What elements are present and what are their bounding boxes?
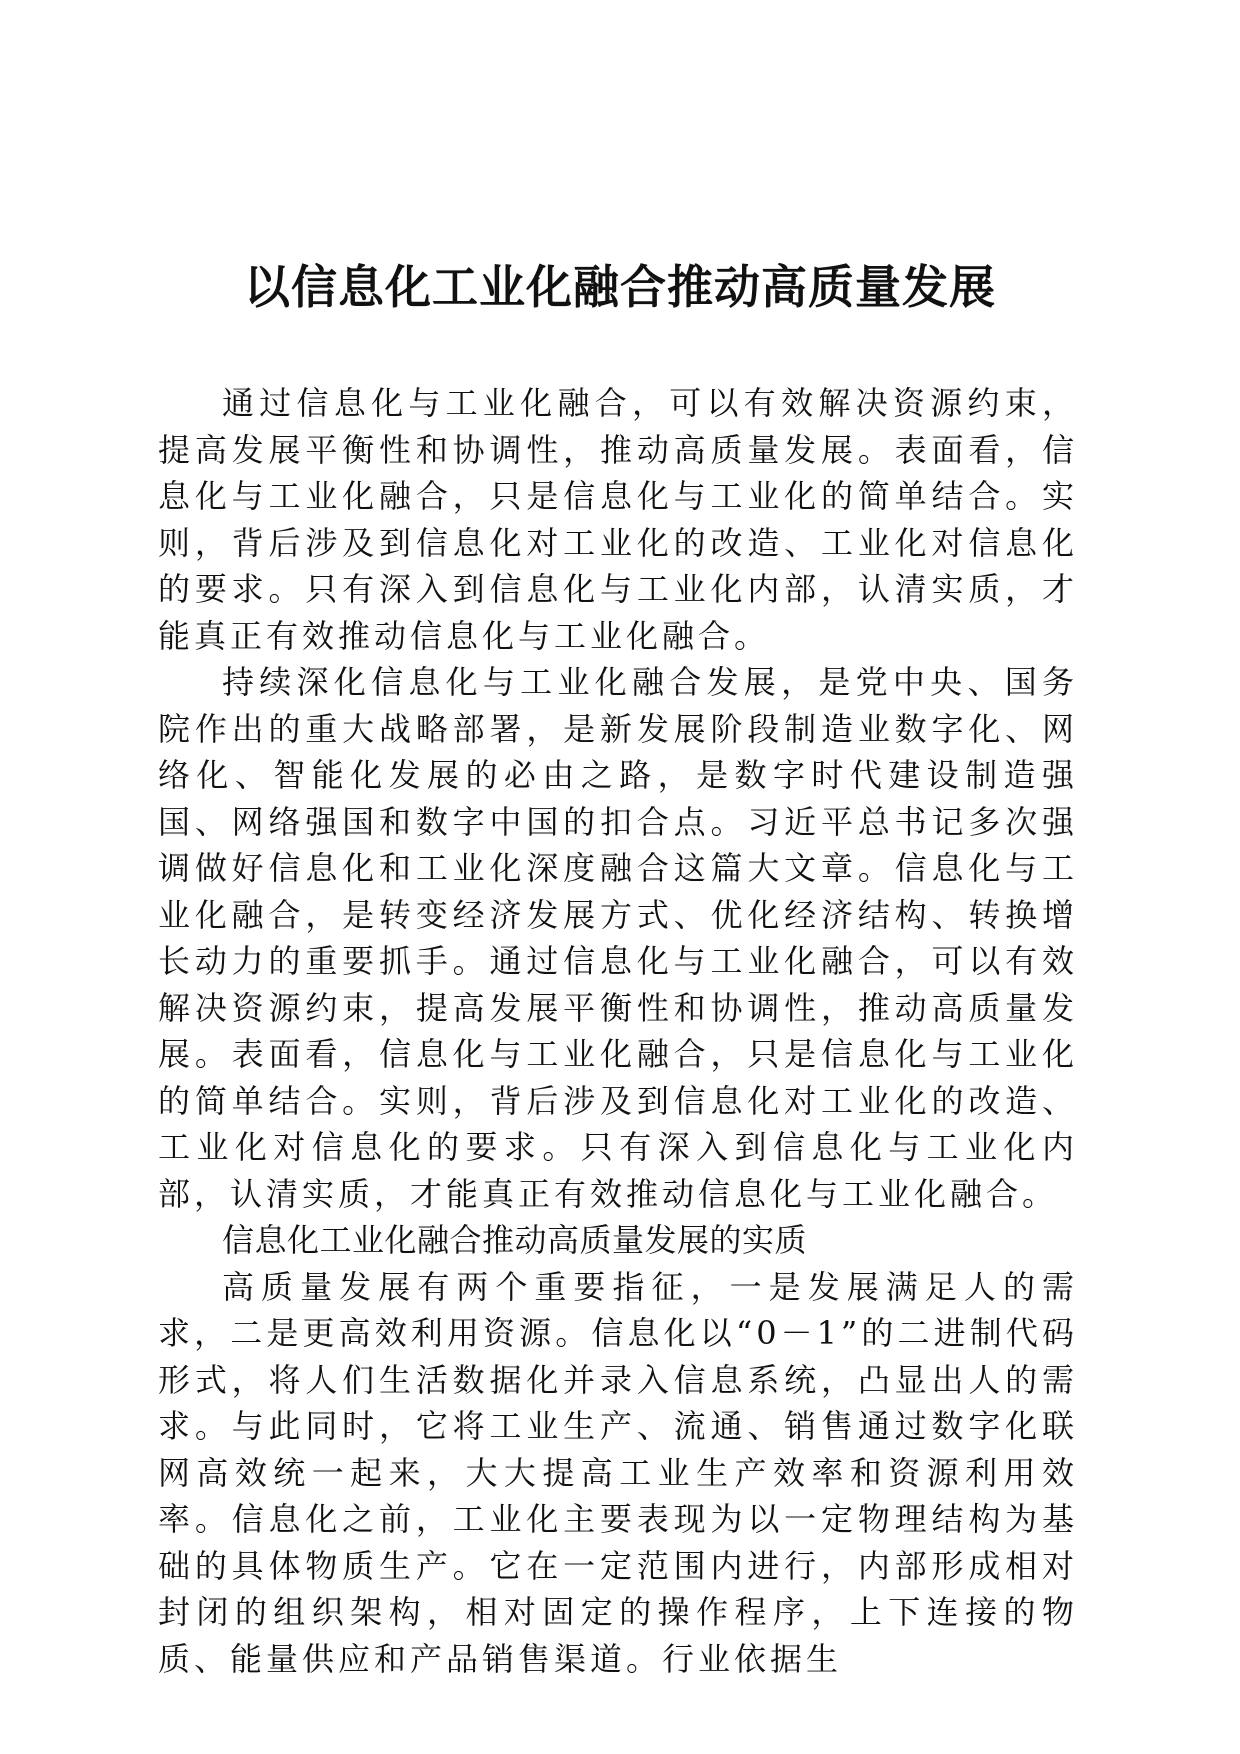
document-body — [158, 380, 1078, 1682]
section-heading: 信息化工业化融合推动高质量发展的实质 — [222, 1221, 808, 1259]
paragraph-intro: 通过信息化与工业化融合，可以有效解决资源约束，提高发展平衡性和协调性，推动高质量发展。表面看，信息化与工业化融合，只是信息化与工业化的简单结合。实则，背后涉及到信息化对工业化的改造、工业化对信息化的要求。只有深入到信息化与工业化内部，认清实质，才能真正有效推动信息化与工业化融合。 — [158, 384, 1078, 655]
document-title: 以信息化工业化融合推动高质量发展 — [244, 260, 996, 314]
paragraph-strategy: 持续深化信息化与工业化融合发展，是党中央、国务院作出的重大战略部署，是新发展阶段制造业数字化、网络化、智能化发展的必由之路，是数字时代建设制造强国、网络强国和数字中国的扣合点。习近平总书记多次强调做好信息化和工业化深度融合这篇大文章。信息化与工业化融合，是转变经济发展方式、优化经济结构、转换增长动力的重要抓手。通过信息化与工业化融合，可以有效解决资源约束，提高发展平衡性和协调性，推动高质量发展。表面看，信息化与工业化融合，只是信息化与工业化的简单结合。实则，背后涉及到信息化对工业化的改造、工业化对信息化的要求。只有深入到信息化与工业化内部，认清实质，才能真正有效推动信息化与工业化融合。 — [158, 663, 1078, 1213]
paragraph-section-body: 高质量发展有两个重要指征，一是发展满足人的需求，二是更高效利用资源。信息化以“0－1”的二进制代码形式，将人们生活数据化并录入信息系统，凸显出人的需求。与此同时，它将工业生产、流通、销售通过数字化联网高效统一起来，大大提高工业生产效率和资源利用效率。信息化之前，工业化主要表现为以一定物理结构为基础的具体物质生产。它在一定范围内进行，内部形成相对封闭的组织架构，相对固定的操作程序，上下连接的物质、能量供应和产品销售渠道。行业依据生 — [158, 1267, 1078, 1678]
